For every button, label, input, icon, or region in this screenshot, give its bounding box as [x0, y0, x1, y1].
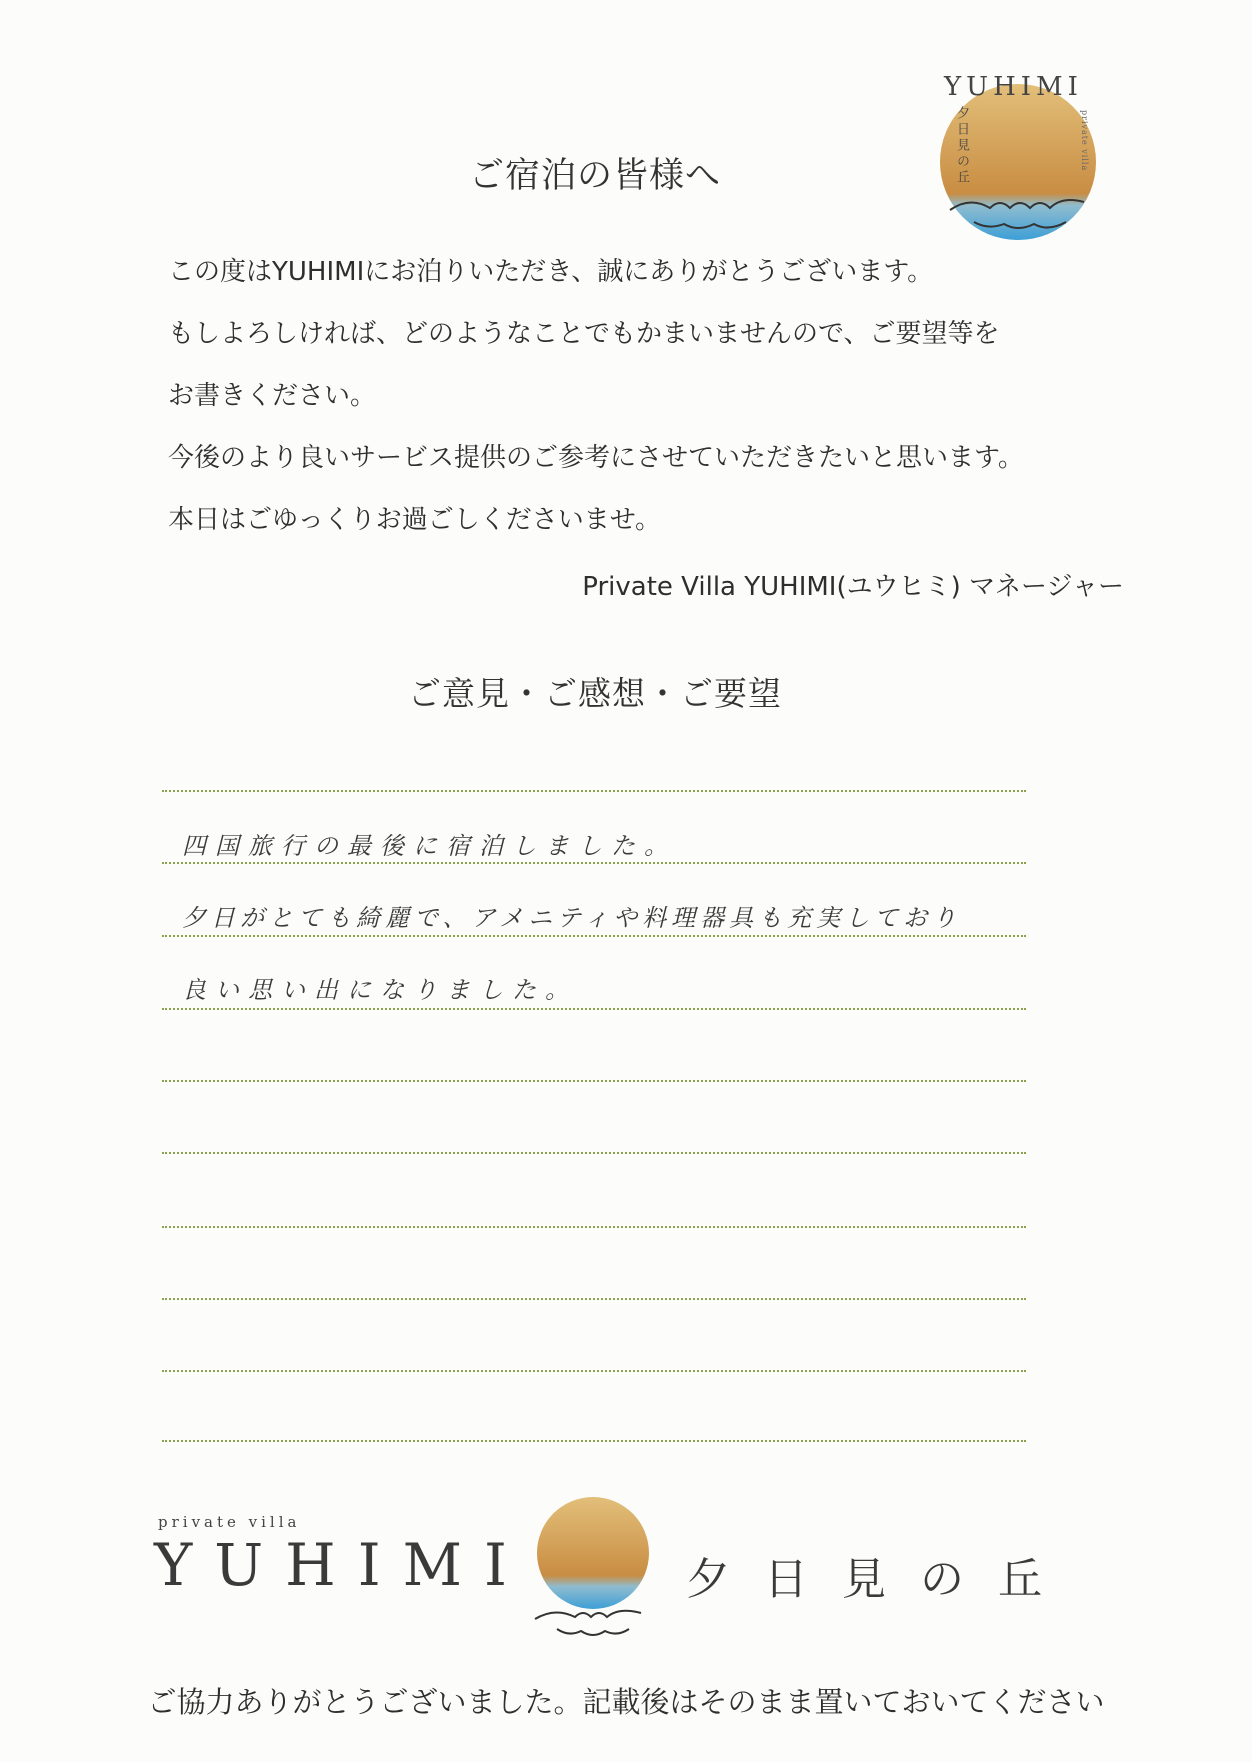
ruled-line: [162, 1226, 1026, 1228]
ruled-line: [162, 1152, 1026, 1154]
header-logo-vertical: 夕日見の丘: [954, 106, 969, 186]
intro-text: [168, 252, 1128, 562]
ruled-line: [162, 790, 1026, 792]
footer-logo-brand: YUHIMI: [154, 1531, 529, 1599]
intro-line: 今後のより良いサービス提供のご参考にさせていただきたいと思います。: [168, 443, 1024, 473]
ruled-line: [162, 1008, 1026, 1010]
footer-logo: [150, 1495, 1100, 1645]
ruled-line: [162, 1370, 1026, 1372]
footer-logo-small: private villa: [158, 1513, 301, 1531]
intro-line: 本日はごゆっくりお過ごしくださいませ。: [168, 505, 661, 535]
ruled-line: [162, 862, 1026, 864]
handwritten-line: 夕日がとても綺麗で、アメニティや料理器具も充実しており: [182, 904, 962, 932]
ruled-line: [162, 1440, 1026, 1442]
manager-signature: Private Villa YUHIMI(ユウヒミ) マネージャー: [582, 572, 1124, 602]
header-logo-brand: YUHIMI: [944, 72, 1083, 102]
footer-note: ご協力ありがとうございました。記載後はそのまま置いておいてください: [147, 1685, 1105, 1719]
footer-logo-jp: 夕日見の丘: [686, 1554, 1076, 1605]
intro-line: この度はYUHIMIにお泊りいただき、誠にありがとうございます。: [168, 257, 934, 287]
intro-line: お書きください。: [168, 381, 377, 411]
ruled-line: [162, 1298, 1026, 1300]
sun-logo-icon: [505, 1495, 685, 1645]
ruled-line: [162, 1080, 1026, 1082]
handwritten-line: 四国旅行の最後に宿泊しました。: [182, 832, 677, 860]
intro-line: もしよろしければ、どのようなことでもかまいませんので、ご要望等を: [168, 319, 1000, 349]
comment-area[interactable]: [162, 790, 1026, 1440]
page-title: ご宿泊の皆様へ: [468, 156, 721, 196]
handwritten-line: 良い思い出になりました。: [182, 976, 578, 1004]
header-logo-vertical-small: private villa: [1080, 110, 1089, 172]
ruled-line: [162, 935, 1026, 937]
section-title: ご意見・ご感想・ご要望: [408, 674, 782, 713]
